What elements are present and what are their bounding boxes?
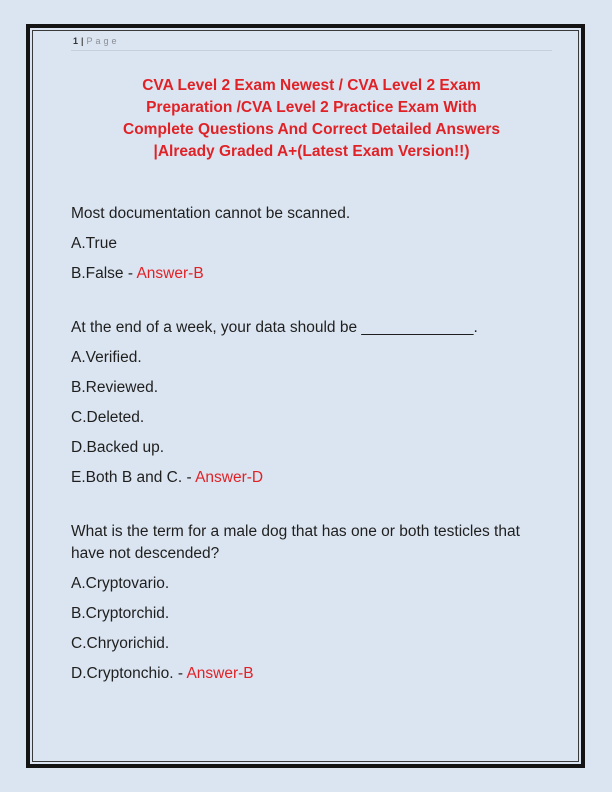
option-text: D.Backed up. xyxy=(71,439,165,456)
document-title-line: Complete Questions And Correct Detailed Answers xyxy=(123,121,500,138)
option-text: A.Cryptovario. xyxy=(71,575,170,592)
page-content xyxy=(33,31,578,761)
page-inner-border xyxy=(32,30,579,762)
option xyxy=(71,633,552,655)
answer-label: Answer-B xyxy=(186,665,254,682)
option xyxy=(71,663,552,685)
question-text: Most documentation cannot be scanned. xyxy=(71,205,351,222)
option xyxy=(71,573,552,595)
option xyxy=(71,263,552,285)
option xyxy=(71,603,552,625)
option xyxy=(71,437,552,459)
option xyxy=(71,467,552,489)
page-number-separator: | xyxy=(81,36,84,46)
question-block xyxy=(71,203,552,285)
option-text: C.Chryorichid. xyxy=(71,635,170,652)
question-block xyxy=(71,317,552,489)
option-text: B.Reviewed. xyxy=(71,379,159,396)
question-text: At the end of a week, your data should be _____________. xyxy=(71,319,478,336)
option-text: C.Deleted. xyxy=(71,409,145,426)
document-title-line: CVA Level 2 Exam Newest / CVA Level 2 Exam xyxy=(142,77,481,94)
question-block xyxy=(71,521,552,685)
question-text: What is the term for a male dog that has one or both testicles that have not descended? xyxy=(71,523,520,562)
page-border xyxy=(26,24,585,768)
answer-label: Answer-D xyxy=(195,469,264,486)
option-text: E.Both B and C. - xyxy=(71,469,196,486)
option xyxy=(71,407,552,429)
document-title xyxy=(71,75,552,163)
page-header xyxy=(71,35,552,51)
option xyxy=(71,347,552,369)
page-label: Page xyxy=(86,36,120,46)
option xyxy=(71,377,552,399)
option-text: A.True xyxy=(71,235,117,252)
option xyxy=(71,233,552,255)
document-title-line: Preparation /CVA Level 2 Practice Exam With xyxy=(146,99,477,116)
option-text: A.Verified. xyxy=(71,349,142,366)
answer-label: Answer-B xyxy=(136,265,204,282)
document-title-line: |Already Graded A+(Latest Exam Version!!) xyxy=(153,143,470,160)
option-text: D.Cryptonchio. - xyxy=(71,665,187,682)
option-text: B.False - xyxy=(71,265,137,282)
option-text: B.Cryptorchid. xyxy=(71,605,170,622)
page-number: 1 xyxy=(73,36,79,46)
